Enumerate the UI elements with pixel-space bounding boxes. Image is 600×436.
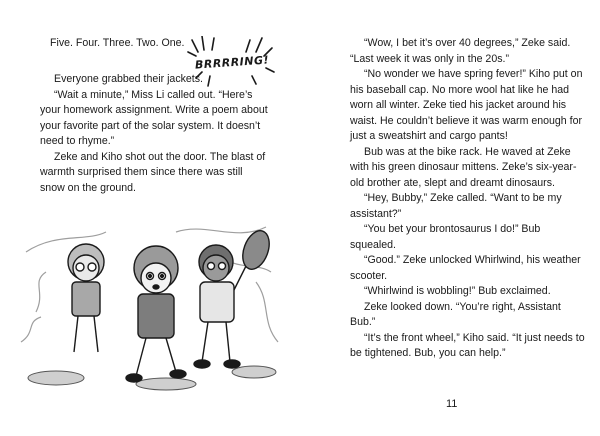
paragraph: “Good.” Zeke unlocked Whirlwind, his weather scooter. (350, 254, 581, 282)
countdown-text: Five. Four. Three. Two. One. (50, 37, 185, 49)
paragraph: Bub was at the bike rack. He waved at Zeke with his green dinosaur mittens. Zeke’s six-year-old brother ate, slept and dreamt dinosaurs. (350, 145, 577, 189)
bell-sound-text: BRRRRING! (194, 53, 270, 72)
paragraph: “No wonder we have spring fever!” Kiho put on his baseball cap. No more wool hat like he had worn all winter. Zeke tied his jacket around his waist. He couldn’t believe it was warm enough for just a sweatshirt and cargo pants! (350, 68, 583, 142)
right-text-column (350, 36, 586, 362)
paragraph: Everyone grabbed their jackets. (54, 73, 203, 85)
paragraph: “Wait a minute,” Miss Li called out. “Here’s your homework assignment. Write a poem about your favorite part of the solar system. It doesn’t need to rhyme.” (40, 88, 268, 147)
paragraph: “Hey, Bubby,” Zeke called. “Want to be my assistant?” (350, 192, 562, 220)
right-page (300, 0, 600, 436)
kids-illustration (16, 212, 286, 392)
illustration-drawing (16, 212, 286, 392)
paragraph: Zeke and Kiho shot out the door. The blast of warmth surprised them since there was still snow on the ground. (40, 150, 266, 194)
paragraph: “It’s the front wheel,” Kiho said. “It just needs to be tightened. Bub, you can help.” (350, 331, 585, 359)
paragraph: Zeke looked down. “You’re right, Assistant Bub.” (350, 300, 561, 328)
paragraph: “Wow, I bet it’s over 40 degrees,” Zeke said. “Last week it was only in the 20s.” (350, 37, 571, 65)
paragraph: “Whirlwind is wobbling!” Bub exclaimed. (364, 285, 551, 297)
left-text-column (40, 72, 268, 196)
page-number: 11 (446, 398, 458, 410)
paragraph: “You bet your brontosaurus I do!” Bub squealed. (350, 223, 541, 251)
